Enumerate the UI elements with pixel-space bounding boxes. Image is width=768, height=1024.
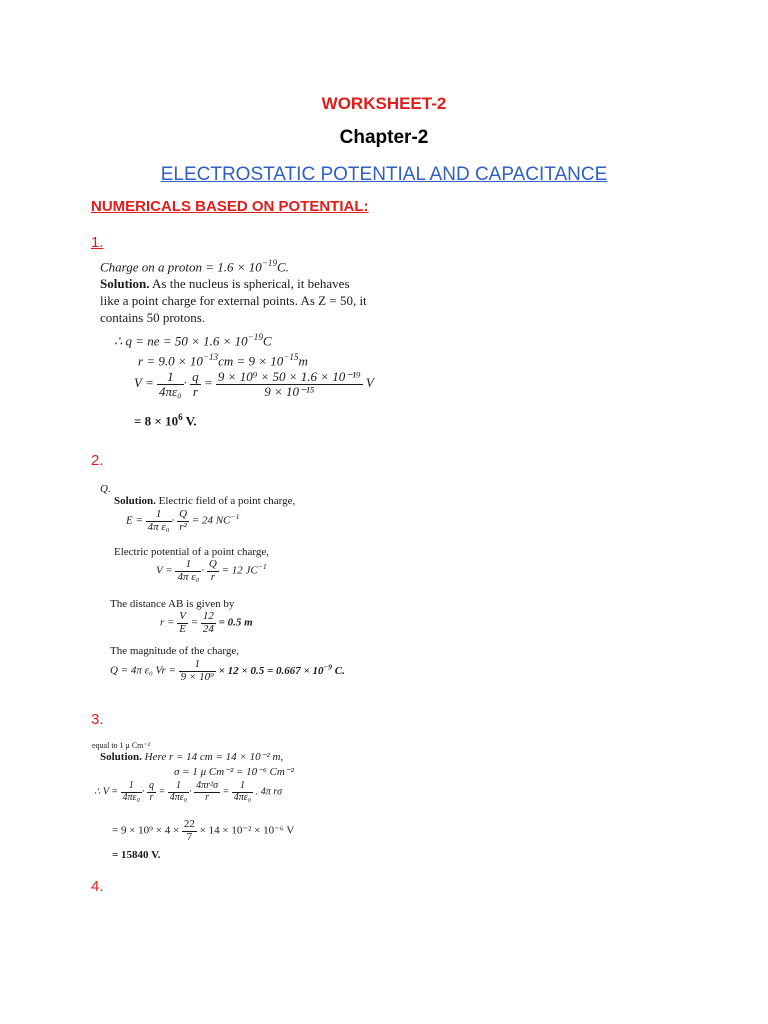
s2-l8a: Q = 4π ε₀ Vr = <box>110 664 176 677</box>
main-title: ELECTROSTATIC POTENTIAL AND CAPACITANCE <box>160 164 608 185</box>
s2-frac-2 <box>177 509 189 533</box>
s2-l4e: −1 <box>257 561 267 571</box>
solution-3-line-0: equal to 1 μ Cm⁻² <box>92 741 151 750</box>
s3-l1: Solution. <box>100 751 142 763</box>
solution-1-line-4 <box>114 332 272 349</box>
s1-l7: = 8 × 10 <box>134 413 179 429</box>
solution-2-line-2: E = $\frac{1}{\text{4π ε₀}}$ · $\frac{Q}{\text{r²}}$ = 24 $NC^{-1}$ <box>126 508 240 533</box>
s3-f6-num: 22 <box>183 818 195 830</box>
question-number-4: 4. <box>91 878 104 895</box>
s1-frac-3 <box>216 370 363 398</box>
solution-3-line-1 <box>100 750 283 763</box>
s3-frac-2 <box>147 781 156 803</box>
s3-f5-num: 1 <box>232 781 253 793</box>
s3-f6-den: 7 <box>186 830 193 843</box>
s3-frac-3 <box>168 781 189 803</box>
solution-1-line-6: V = $\frac{1}{\text{4πε₀}}$ · $\frac{q}{r}$ = $\frac{\text{9 × 10⁹ × 50 × 1.6 × 10⁻¹⁹}}{\text{9 × 10⁻¹⁵}}$ V <box>134 369 374 399</box>
worksheet-title: WORKSHEET-2 <box>321 94 447 113</box>
s3-f1-den: 4πε₀ <box>122 791 140 803</box>
solution-3-line-3: ∴ V = $\frac{1}{\text{4πε₀}}$ · $\frac{q}{r}$ = $\frac{1}{\text{4πε₀}}$ · $\frac{\text{4πr²σ}}{r}$ = $\frac{1}{\text{4πε₀}}$ . 4π rσ <box>94 780 283 803</box>
s1-l7u: V. <box>182 413 197 429</box>
s1-l6a: V = <box>134 375 154 391</box>
s2-f5-den: E <box>179 622 186 635</box>
section-heading: NUMERICALS BASED ON POTENTIAL: <box>91 198 369 215</box>
s2-f3-den: 4π ε₀ <box>177 570 200 583</box>
s1-l5u: m <box>298 353 308 369</box>
solution-1-line-2: like a point charge for external points. As Z = 50, it <box>100 293 367 308</box>
s3-f4-num: 4πr²σ <box>196 780 219 791</box>
s1-f1-den: 4πε₀ <box>158 383 182 399</box>
question-number-3: 3. <box>91 711 104 728</box>
s1-frac-2 <box>190 370 201 398</box>
s1-l6u: V <box>365 375 374 391</box>
s2-l2b: = 24 NC <box>191 514 231 527</box>
solution-3-line-5: = 15840 V. <box>112 849 161 861</box>
s2-l6b: = 0.5 m <box>218 616 253 629</box>
s2-f4-num: Q <box>208 558 217 570</box>
s2-frac-1 <box>146 509 172 533</box>
s3-l4a: = 9 × 10⁹ × 4 × <box>112 824 180 837</box>
s2-f4-den: r <box>210 570 215 583</box>
solution-2-line-5: The distance AB is given by <box>110 598 235 610</box>
s1-l5m: cm = 9 × 10 <box>218 353 284 369</box>
s3-l3a: ∴ V = <box>94 786 119 798</box>
s3-f3-den: 4πε₀ <box>169 791 188 803</box>
s2-f3-num: 1 <box>175 559 201 572</box>
solution-1-line-1 <box>100 276 350 292</box>
question-number-1: 1. <box>91 234 104 251</box>
solution-1-image <box>100 258 410 436</box>
solution-1-line-7 <box>134 412 197 429</box>
solution-2-line-3: Electric potential of a point charge, <box>114 546 269 558</box>
s1-l5: r = 9.0 × 10 <box>138 353 203 369</box>
s2-f1-num: 1 <box>146 509 172 522</box>
s1-l0b: C. <box>277 259 289 275</box>
s2-l8b: × 12 × 0.5 = 0.667 × 10 <box>218 664 324 677</box>
chapter-heading: Chapter-2 <box>339 127 429 148</box>
solution-2-image <box>100 483 350 688</box>
s1-f3-num: 9 × 10⁹ × 50 × 1.6 × 10⁻¹⁹ <box>217 369 361 384</box>
s1-f3-den: 9 × 10⁻¹⁵ <box>264 383 315 399</box>
solution-2-line-6: r = $\frac{V}{E}$ = $\frac{12}{24}$ = 0.5 m <box>160 610 253 635</box>
s2-f2-den: r² <box>179 520 187 533</box>
s1-f1-num: 1 <box>157 370 184 385</box>
s2-f2-num: Q <box>179 508 188 520</box>
s1-l5e2: −15 <box>283 352 299 362</box>
s2-frac-5 <box>177 611 188 635</box>
s1-l4u: C <box>262 333 272 349</box>
s1-l1b: As the nucleus is spherical, it behaves <box>149 276 350 291</box>
s2-l4b: = 12 JC <box>221 564 258 577</box>
s2-f5-num: V <box>179 610 186 622</box>
s2-l1b: Electric field of a point charge, <box>155 495 296 507</box>
s2-frac-3 <box>175 559 201 583</box>
s2-f6-num: 12 <box>202 610 214 622</box>
s3-f5-den: 4πε₀ <box>233 791 252 803</box>
s3-f1-num: 1 <box>121 781 142 793</box>
s3-f2-den: r <box>149 791 154 803</box>
s3-l4b: × 14 × 10⁻² × 10⁻⁶ V <box>199 824 295 837</box>
s2-f1-den: 4π ε₀ <box>147 520 170 533</box>
s2-f7-num: 1 <box>179 659 216 672</box>
s2-frac-7 <box>179 659 216 683</box>
s1-f2-num: q <box>192 369 199 384</box>
s2-l2a: E = <box>126 514 143 527</box>
solution-2-line-4: V = $\frac{1}{\text{4π ε₀}}$ · $\frac{Q}{r}$ = 12 $JC^{-1}$ <box>156 558 267 583</box>
solution-2-line-8 <box>110 659 345 683</box>
s3-f2-num: q <box>148 780 154 791</box>
s2-frac-6 <box>201 611 216 635</box>
s1-f2-den: r <box>192 383 198 399</box>
s2-l2e: −1 <box>230 511 240 521</box>
s3-frac-4 <box>194 781 220 803</box>
s3-frac-5 <box>232 781 253 803</box>
s2-l1: Solution. <box>114 495 156 507</box>
s2-l8e: −9 <box>323 661 332 671</box>
s1-l4: ∴ q = ne = 50 × 1.6 × 10 <box>114 333 248 349</box>
s3-l1b: Here r = 14 cm = 14 × 10⁻² m, <box>141 751 284 763</box>
s2-f6-den: 24 <box>202 622 214 635</box>
s2-l6a: r = <box>160 616 175 629</box>
s2-l8u: C. <box>332 664 345 677</box>
s1-frac-1 <box>157 370 184 398</box>
s1-l1: Solution. <box>100 276 150 291</box>
s2-l4a: V = <box>156 564 173 577</box>
s2-frac-4 <box>207 559 219 583</box>
solution-3-line-2: σ = 1 μ Cm⁻² = 10⁻⁶ Cm⁻² <box>174 766 294 778</box>
s1-l7e: 6 <box>178 412 183 422</box>
s3-f3-num: 1 <box>168 781 189 793</box>
s3-f4-den: r <box>205 791 210 803</box>
solution-2-line-1 <box>114 495 295 507</box>
s3-frac-6 <box>182 819 197 843</box>
solution-3-image <box>92 741 317 866</box>
s3-frac-1 <box>121 781 142 803</box>
s2-f7-den: 9 × 10⁹ <box>180 670 214 683</box>
s1-l5e: −13 <box>202 352 219 362</box>
s1-l4e: −19 <box>247 332 263 342</box>
solution-1-line-3: contains 50 protons. <box>100 310 206 325</box>
solution-2-line-0: Q. <box>100 483 111 495</box>
s3-l3b: . 4π rσ <box>255 786 283 798</box>
solution-3-line-4 <box>112 819 294 843</box>
question-number-2: 2. <box>91 452 104 469</box>
s1-l0: Charge on a proton = 1.6 × 10 <box>100 259 262 275</box>
solution-1-line-0: Charge on a proton = $1.6 \times 10^{-19}C$. <box>100 258 289 275</box>
solution-2-line-7: The magnitude of the charge, <box>110 645 239 657</box>
solution-1-line-5 <box>138 352 308 369</box>
